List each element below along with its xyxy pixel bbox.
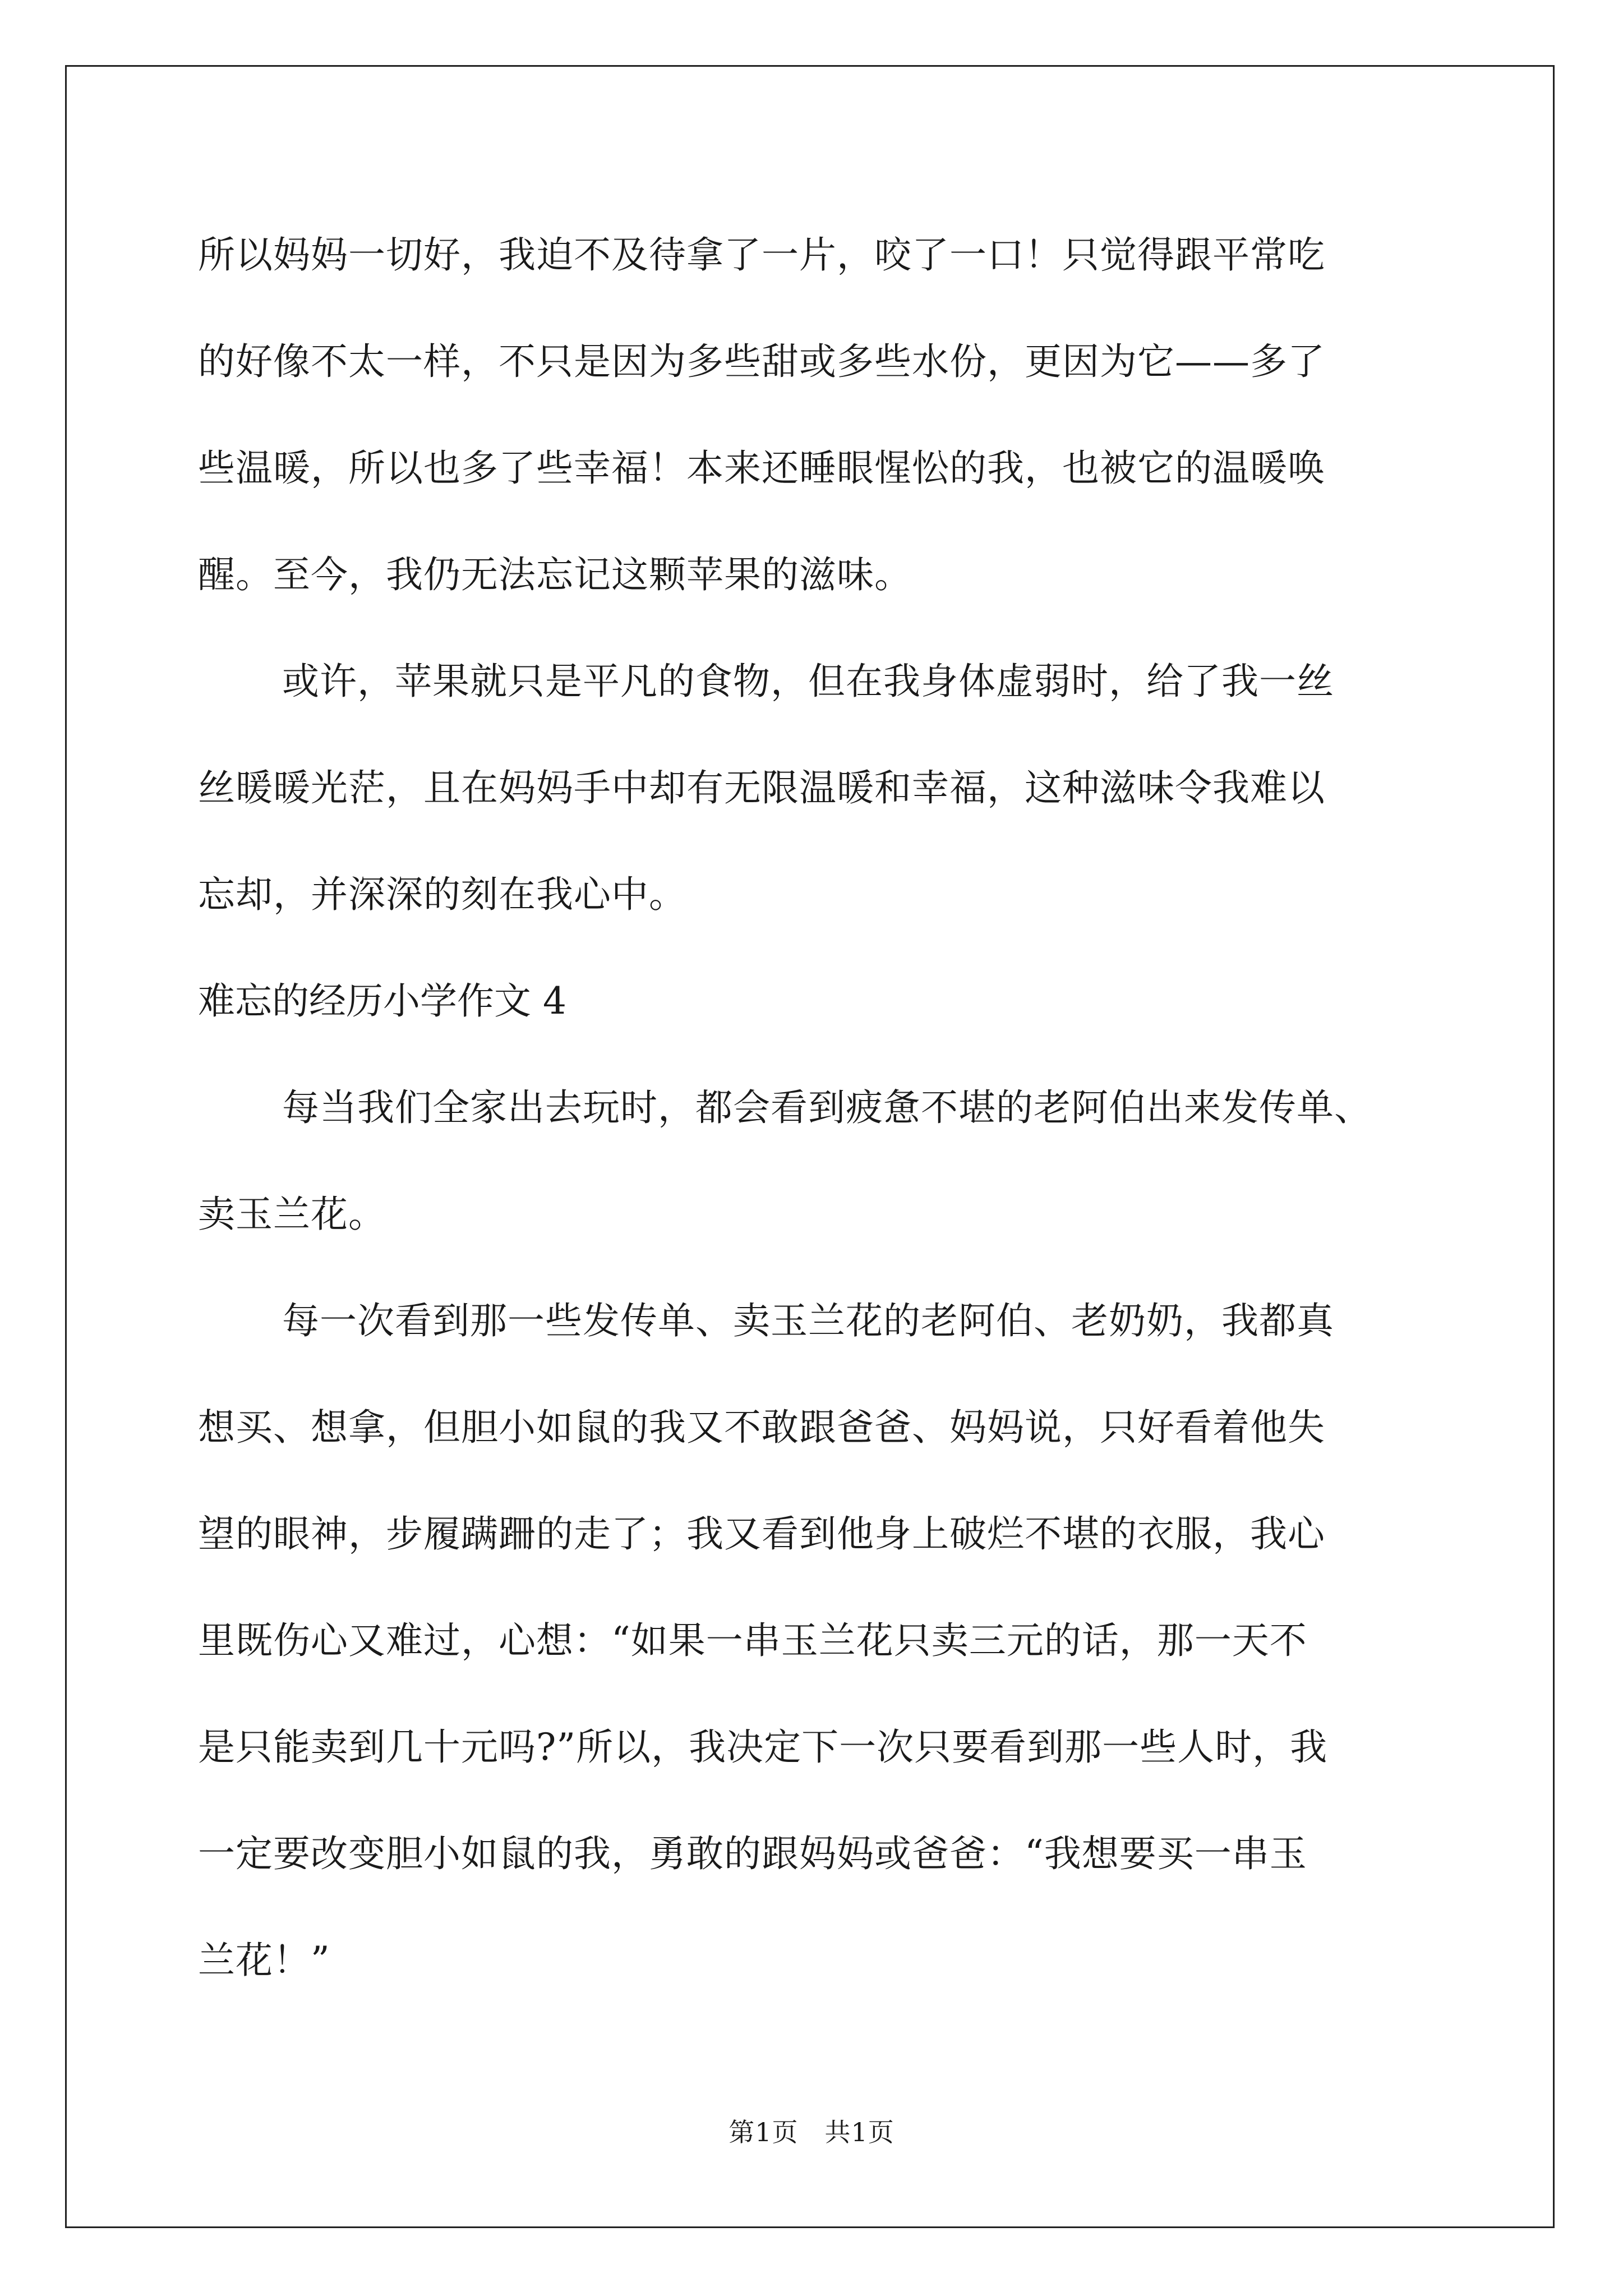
- body-line: 丝暖暖光茫，且在妈妈手中却有无限温暖和幸福，这种滋味令我难以: [198, 766, 1325, 809]
- body-line: 是只能卖到几十元吗?”所以，我决定下一次只要看到那一些人时，我: [198, 1726, 1328, 1769]
- body-line: 的好像不太一样，不只是因为多些甜或多些水份，更因为它——多了: [198, 340, 1325, 383]
- paragraph-first-line: 每当我们全家出去玩时，都会看到疲惫不堪的老阿伯出来发传单、: [282, 1086, 1372, 1129]
- section-heading: 难忘的经历小学作文 4: [198, 979, 566, 1023]
- body-line: 忘却，并深深的刻在我心中。: [198, 873, 686, 916]
- body-line: 卖玉兰花。: [198, 1193, 386, 1236]
- body-line: 一定要改变胆小如鼠的我，勇敢的跟妈妈或爸爸：“我想要买一串玉: [198, 1832, 1307, 1875]
- paragraph-first-line: 或许，苹果就只是平凡的食物，但在我身体虚弱时，给了我一丝: [282, 660, 1334, 703]
- body-line: 想买、想拿，但胆小如鼠的我又不敢跟爸爸、妈妈说，只好看着他失: [198, 1406, 1325, 1449]
- body-line: 所以妈妈一切好，我迫不及待拿了一片，咬了一口！只觉得跟平常吃: [198, 233, 1325, 277]
- document-body: [198, 202, 1426, 2014]
- body-line: 些温暖，所以也多了些幸福！本来还睡眼惺忪的我，也被它的温暖唤: [198, 447, 1325, 490]
- body-line: 兰花！”: [198, 1939, 330, 1982]
- body-line: 里既伤心又难过，心想：“如果一串玉兰花只卖三元的话，那一天不: [198, 1619, 1307, 1662]
- body-line: 望的眼神，步履蹒跚的走了；我又看到他身上破烂不堪的衣服，我心: [198, 1512, 1325, 1556]
- page-footer: 第1页 共1页: [728, 2117, 895, 2147]
- body-line: 醒。至今，我仍无法忘记这颗苹果的滋味。: [198, 553, 912, 596]
- paragraph-first-line: 每一次看到那一些发传单、卖玉兰花的老阿伯、老奶奶，我都真: [282, 1299, 1334, 1342]
